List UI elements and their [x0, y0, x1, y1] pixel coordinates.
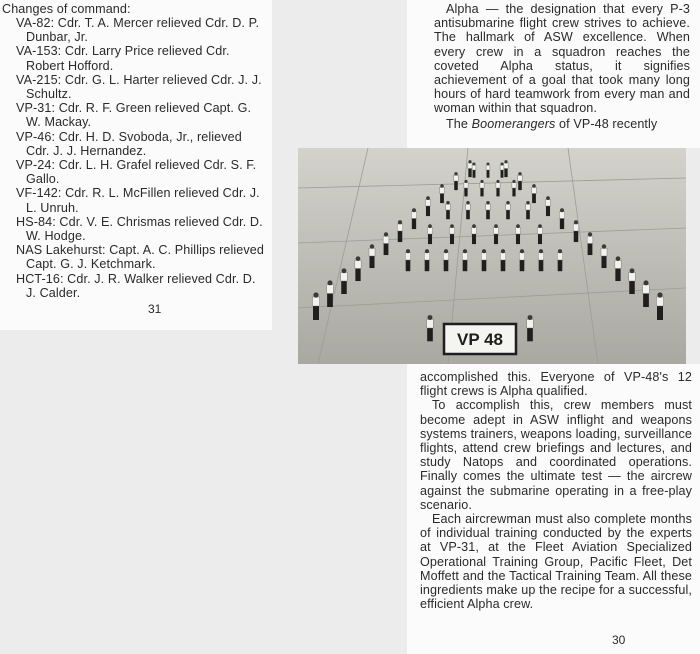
- command-entry: VP-31: Cdr. R. F. Green relieved Capt. G. W. Mackay.: [16, 101, 252, 130]
- command-entry: NAS Lakehurst: Capt. A. C. Phillips relieved Capt. G. J. Ketchmark.: [16, 243, 264, 272]
- command-entry: VP-24: Cdr. L. H. Grafel relieved Cdr. S. F. Gallo.: [16, 158, 257, 187]
- page-number-30: 30: [612, 633, 626, 647]
- command-entry: VF-142: Cdr. R. L. McFillen relieved Cdr. J. L. Unruh.: [16, 186, 260, 215]
- command-entry: VA-153: Cdr. Larry Price relieved Cdr. Robert Hofford.: [16, 44, 230, 73]
- article-continuation: [420, 370, 692, 611]
- boomerangers-name: Boomerangers: [471, 117, 556, 131]
- command-entry: HCT-16: Cdr. J. R. Walker relieved Cdr. D. J. Calder.: [16, 271, 256, 300]
- boomerangers-line: [446, 117, 694, 131]
- boomerangers-suffix: of VP-48 recently: [555, 117, 658, 131]
- vp48-sign: [444, 324, 516, 354]
- command-entry: VP-46: Cdr. H. D. Svoboda, Jr., relieved Cdr. J. J. Hernandez.: [16, 129, 242, 158]
- command-entry: VA-82: Cdr. T. A. Mercer relieved Cdr. D. P. Dunbar, Jr.: [16, 16, 260, 45]
- aircrewman-paragraph: Each aircrewman must also complete months of individual training conducted by the experts at VP-31, at the Fleet Aviation Specialized Operational Training Group, Pacific Fleet, Det Moffett and the Tactical Training Team. All these ingredients make up the recipe for a successful, efficient Alpha crew.: [420, 512, 692, 612]
- sign-text: VP 48: [456, 330, 504, 349]
- squadron-photo: [298, 148, 686, 364]
- changes-of-command-list: [16, 16, 268, 300]
- alpha-paragraph: Alpha — the designation that every P-3 antisubmarine flight crew strives to achieve. The hallmark of ASW excellence. When every crew in a squadron reaches the coveted Alpha status, it signifies achievement of a goal that took many long hours of hard teamwork from every man and woman within that squadron.: [434, 2, 690, 116]
- boomerangers-prefix: The: [446, 117, 472, 131]
- command-entry: HS-84: Cdr. V. E. Chrismas relieved Cdr. D. W. Hodge.: [16, 214, 263, 244]
- changes-of-command-heading: Changes of command:: [2, 2, 131, 16]
- accomplished-paragraph: accomplished this. Everyone of VP-48's 12 flight crews is Alpha qualified.: [420, 370, 692, 399]
- command-entry: VA-215: Cdr. G. L. Harter relieved Cdr. J. J. Schultz.: [16, 72, 262, 102]
- page-number-31: 31: [148, 302, 162, 316]
- accomplish-paragraph: To accomplish this, crew members must become adept in ASW inflight and weapons systems trainers, weapons loading, surveillance flights, attend crew briefings and lectures, and study Natops and coordinated operations. Finally comes the ultimate test — the aircrew against the submarine operating in a free-play scenario.: [420, 398, 692, 512]
